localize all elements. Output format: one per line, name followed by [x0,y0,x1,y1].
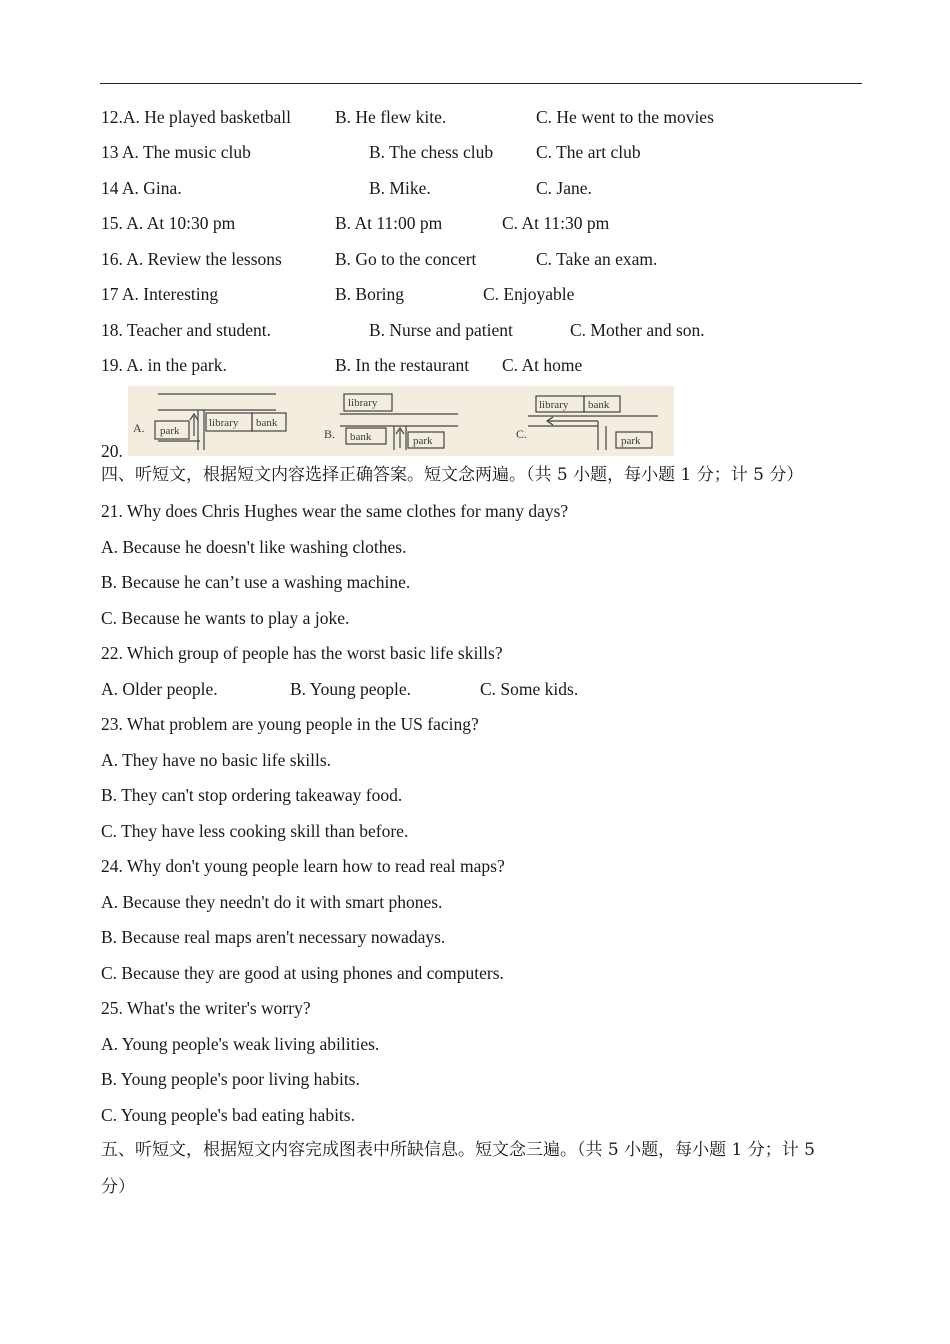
q20-label-c: C. [516,427,528,441]
q12-option-c[interactable]: C. He went to the movies [536,107,714,127]
q20-map-pictures [128,386,674,456]
q13-option-b[interactable]: B. The chess club [369,142,494,162]
q21-option-a[interactable]: A. Because he doesn't like washing clothes. [101,537,407,557]
q20-b-library: library [348,397,378,409]
q16-option-b[interactable]: B. Go to the concert [335,249,477,269]
section-4-heading: 四、听短文，根据短文内容选择正确答案。短文念两遍。（共 5 小题，每小题 1 分；计 5 分） [101,465,804,485]
q15-option-a[interactable]: 15. A. At 10:30 pm [101,213,236,233]
q18-option-c[interactable]: C. Mother and son. [570,320,705,340]
q12-option-a[interactable]: 12.A. He played basketball [101,107,292,127]
q21-question: 21. Why does Chris Hughes wear the same clothes for many days? [101,501,569,521]
section-5-heading-line-2: 分） [101,1177,135,1197]
q12-option-b[interactable]: B. He flew kite. [335,107,447,127]
q22-option-c[interactable]: C. Some kids. [480,679,579,699]
q25-option-b[interactable]: B. Young people's poor living habits. [101,1069,360,1089]
q20-a-bank: bank [256,417,278,429]
q18-option-a[interactable]: 18. Teacher and student. [101,320,271,340]
q19-option-b[interactable]: B. In the restaurant [335,355,470,375]
q20-b-bank: bank [350,431,372,443]
q16-option-a[interactable]: 16. A. Review the lessons [101,249,282,269]
q23-option-b[interactable]: B. They can't stop ordering takeaway food. [101,785,403,805]
q14-option-b[interactable]: B. Mike. [369,178,431,198]
section-5-heading-line-1: 五、听短文，根据短文内容完成图表中所缺信息。短文念三遍。（共 5 小题，每小题 1 分；计 5 [101,1140,815,1160]
q24-question: 24. Why don't young people learn how to read real maps? [101,856,505,876]
q13-option-a[interactable]: 13 A. The music club [101,142,251,162]
q15-option-b[interactable]: B. At 11:00 pm [335,213,443,233]
q17-option-c[interactable]: C. Enjoyable [483,284,575,304]
q20-c-library: library [539,399,569,411]
q14-option-c[interactable]: C. Jane. [536,178,592,198]
question-20-number: 20. [101,441,123,461]
q20-c-park: park [621,435,641,447]
header-rule [100,83,862,84]
q14-option-a[interactable]: 14 A. Gina. [101,178,182,198]
q16-option-c[interactable]: C. Take an exam. [536,249,658,269]
q20-label-a: A. [133,421,145,435]
q17-option-a[interactable]: 17 A. Interesting [101,284,219,304]
q13-option-c[interactable]: C. The art club [536,142,641,162]
q18-option-b[interactable]: B. Nurse and patient [369,320,513,340]
q20-a-library: library [209,417,239,429]
q23-question: 23. What problem are young people in the US facing? [101,714,479,734]
q20-label-b: B. [324,427,336,441]
q20-a-park: park [160,425,180,437]
q25-option-a[interactable]: A. Young people's weak living abilities. [101,1034,380,1054]
q21-option-c[interactable]: C. Because he wants to play a joke. [101,608,350,628]
q22-question: 22. Which group of people has the worst basic life skills? [101,643,503,663]
q21-option-b[interactable]: B. Because he can’t use a washing machine. [101,572,411,592]
q20-picture-c[interactable] [516,396,658,450]
q24-option-b[interactable]: B. Because real maps aren't necessary nowadays. [101,927,446,947]
q19-option-c[interactable]: C. At home [502,355,583,375]
q23-option-c[interactable]: C. They have less cooking skill than before. [101,821,409,841]
q23-option-a[interactable]: A. They have no basic life skills. [101,750,332,770]
q24-option-a[interactable]: A. Because they needn't do it with smart phones. [101,892,443,912]
q15-option-c[interactable]: C. At 11:30 pm [502,213,610,233]
q22-option-a[interactable]: A. Older people. [101,679,218,699]
q22-option-b[interactable]: B. Young people. [290,679,412,699]
q24-option-c[interactable]: C. Because they are good at using phones and computers. [101,963,504,983]
q25-option-c[interactable]: C. Young people's bad eating habits. [101,1105,355,1125]
q17-option-b[interactable]: B. Boring [335,284,405,304]
q25-question: 25. What's the writer's worry? [101,998,311,1018]
q20-picture-a[interactable] [133,394,286,450]
q20-picture-b[interactable] [324,394,458,450]
q20-c-bank: bank [588,399,610,411]
q20-b-park: park [413,435,433,447]
q19-option-a[interactable]: 19. A. in the park. [101,355,227,375]
